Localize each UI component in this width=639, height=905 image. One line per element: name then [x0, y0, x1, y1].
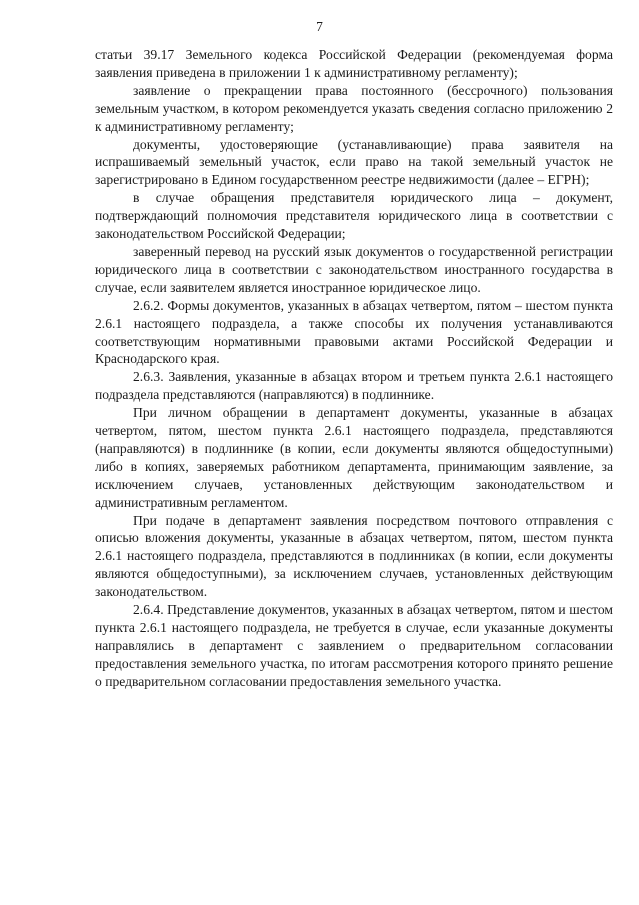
paragraph-2-6-2: 2.6.2. Формы документов, указанных в абзацах четвертом, пятом – шестом пункта 2.6.1 настоящего подраздела, а также способы их получения устанавливаются соответствующим нормативными правовыми актами Российской Федерации и Краснодарского края.: [95, 297, 613, 367]
paragraph-article-39-17: статьи 39.17 Земельного кодекса Российской Федерации (рекомендуемая форма заявления приведена в приложении 1 к административному регламенту);: [95, 47, 613, 80]
paragraph-personal-appeal: При личном обращении в департамент документы, указанные в абзацах четвертом, пятом, шестом пункта 2.6.1 настоящего подраздела, представляются (направляются) в подлиннике (в копии, если документы являются общедоступными) либо в копиях, заверяемых работником департамента, принимающим заявление, за исключением случаев, установленных действующим законодательством и административным регламентом.: [95, 405, 613, 510]
paragraph-postal-submission: При подаче в департамент заявления посредством почтового отправления с описью вложения документы, указанные в абзацах четвертом, пятом, шестом пункта 2.6.1 настоящего подраздела, представляются в подлинниках (в копии, если документы являются общедоступными), за исключением случаев, установленных действующим законодательством.: [95, 512, 613, 600]
paragraph-certified-translation: заверенный перевод на русский язык документов о государственной регистрации юридического лица в соответствии с законодательством иностранного государства в случае, если заявителем является иностранное юридическое лицо.: [95, 243, 613, 295]
page-number: 7: [316, 19, 323, 34]
paragraph-2-6-4: 2.6.4. Представление документов, указанных в абзацах четвертом, пятом и шестом пункта 2.6.1 настоящего подраздела, не требуется в случае, если указанные документы направлялись в департамент с заявлением о предварительном согласовании предоставления земельного участка, по итогам рассмотрения которого принято решение о предварительном согласовании предоставления земельного участка.: [95, 602, 613, 689]
document-body: [95, 46, 613, 691]
paragraph-2-6-3: 2.6.3. Заявления, указанные в абзацах втором и третьем пункта 2.6.1 настоящего подраздела представляются (направляются) в подлиннике.: [95, 369, 613, 403]
paragraph-representative-authority: в случае обращения представителя юридического лица – документ, подтверждающий полномочия представителя юридического лица в соответствии с законодательством Российской Федерации;: [95, 190, 613, 242]
paragraph-rights-documents: документы, удостоверяющие (устанавливающие) права заявителя на испрашиваемый земельный участок, если право на такой земельный участок не зарегистрировано в Едином государственном реестре недвижимости (далее – ЕГРН);: [95, 136, 613, 188]
paragraph-termination-application: заявление о прекращении права постоянного (бессрочного) пользования земельным участком, в котором рекомендуется указать сведения согласно приложению 2 к административному регламенту;: [95, 82, 613, 134]
